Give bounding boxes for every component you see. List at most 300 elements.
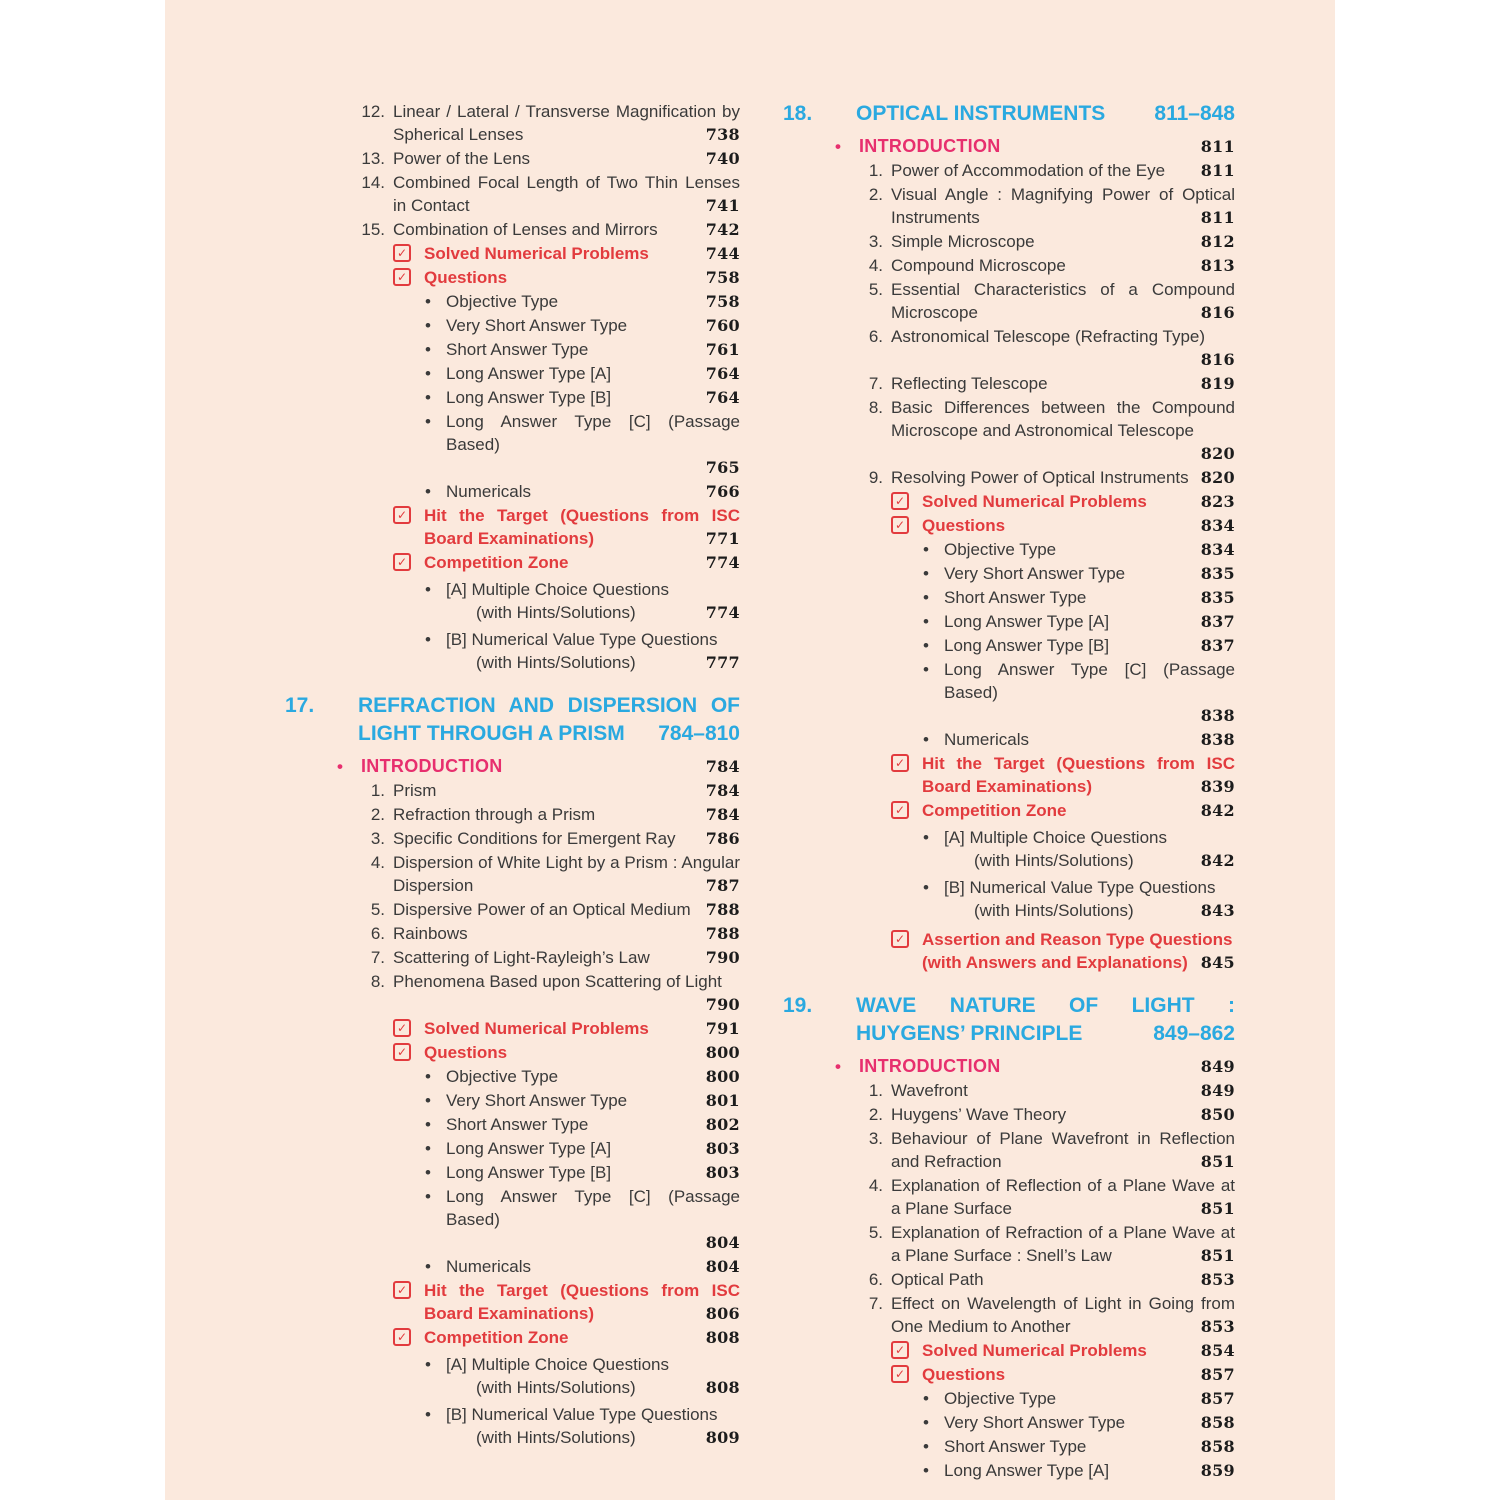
- item-number: 4.: [370, 853, 385, 872]
- bullet-row: [285, 480, 740, 503]
- bullet-body: [944, 1411, 1235, 1434]
- page-number: 766: [705, 482, 740, 501]
- feature-body: [922, 752, 1235, 798]
- toc-item-body: [891, 1174, 1235, 1220]
- bullet-row: [783, 634, 1235, 657]
- feature-body: [922, 1363, 1235, 1386]
- bullet-row: [285, 628, 740, 674]
- feature-row: [783, 799, 1235, 822]
- toc-columns: [165, 0, 1335, 1483]
- page-number: 801: [705, 1091, 740, 1110]
- feature-body: [424, 1279, 740, 1325]
- bullet-row: [285, 1113, 740, 1136]
- introduction-label: INTRODUCTION: [859, 1056, 1001, 1076]
- page-number: 819: [1200, 374, 1235, 393]
- bullet-label: Short Answer Type: [944, 588, 1087, 607]
- toc-item-body: [891, 230, 1235, 253]
- bullet-body: [944, 1387, 1235, 1410]
- bullet-body: [446, 480, 740, 503]
- feature-row: [783, 490, 1235, 513]
- toc-item-body: [891, 325, 1235, 371]
- page-number: 851: [1200, 1199, 1235, 1218]
- bullet-label: Very Short Answer Type: [944, 564, 1126, 583]
- bullet-icon: [425, 1161, 446, 1184]
- page-number-line: [446, 1231, 740, 1254]
- bullet-label-line2: [446, 1426, 740, 1449]
- item-title: Resolving Power of Optical Instruments: [891, 468, 1189, 487]
- item-title: Power of Accommodation of the Eye: [891, 161, 1166, 180]
- bullet-label: [A] Multiple Choice Questions: [446, 1355, 669, 1374]
- bullet-row: [783, 562, 1235, 585]
- toc-item: [285, 171, 740, 217]
- bullet-body: [944, 728, 1235, 751]
- bullet-body: [944, 610, 1235, 633]
- toc-item: [783, 254, 1235, 277]
- bullet-label: Long Answer Type [A]: [446, 1139, 612, 1158]
- page-number: 741: [705, 196, 740, 215]
- feature-row: [783, 1339, 1235, 1362]
- bullet-icon: [835, 135, 859, 158]
- bullet-label-continued: (with Hints/Solutions): [974, 851, 1134, 870]
- item-number: 3.: [868, 1129, 883, 1148]
- bullet-label: Numericals: [446, 482, 532, 501]
- page-number: 834: [1200, 540, 1235, 559]
- page-number: 849: [1200, 1081, 1235, 1100]
- item-title: Linear / Lateral / Transverse Magnification by Spherical Lenses: [393, 102, 740, 144]
- toc-item-body: [393, 922, 740, 945]
- item-number: 12.: [361, 102, 385, 121]
- feature-label: Competition Zone: [424, 553, 569, 572]
- page-number: 837: [1200, 612, 1235, 631]
- bullet-icon: [923, 826, 944, 849]
- toc-item-body: [393, 851, 740, 897]
- bullet-row: [285, 1403, 740, 1449]
- item-number: 9.: [868, 468, 883, 487]
- feature-body: [424, 242, 740, 265]
- bullet-body: [944, 1459, 1235, 1482]
- item-number: 6.: [868, 327, 883, 346]
- toc-item-body: [393, 946, 740, 969]
- feature-row: [783, 1363, 1235, 1386]
- bullet-body: [446, 1089, 740, 1112]
- checked-checkbox-icon: [393, 1019, 411, 1037]
- bullet-body: [446, 410, 740, 479]
- introduction-body: [859, 135, 1235, 158]
- bullet-icon: [425, 314, 446, 337]
- item-title: Effect on Wavelength of Light in Going from One Medium to Another: [891, 1294, 1235, 1336]
- item-number: 5.: [370, 900, 385, 919]
- page-number: 811: [1200, 161, 1235, 180]
- bullet-row: [783, 586, 1235, 609]
- toc-item: [783, 1103, 1235, 1126]
- bullet-icon: [923, 1411, 944, 1434]
- bullet-row: [285, 362, 740, 385]
- toc-item-body: [393, 970, 740, 1016]
- toc-item: [783, 159, 1235, 182]
- toc-item: [783, 1127, 1235, 1173]
- page-number: 791: [705, 1019, 740, 1038]
- bullet-body: [944, 876, 1235, 922]
- bullet-body: [446, 386, 740, 409]
- item-title: Compound Microscope: [891, 256, 1066, 275]
- bullet-body: [944, 538, 1235, 561]
- item-title: Explanation of Refraction of a Plane Wave at a Plane Surface : Snell’s Law: [891, 1223, 1235, 1265]
- bullet-label: Short Answer Type: [446, 1115, 589, 1134]
- page-number: 808: [705, 1378, 740, 1397]
- page-number: 803: [705, 1139, 740, 1158]
- bullet-body: [944, 658, 1235, 727]
- page-number: 842: [1200, 851, 1235, 870]
- page-number: 800: [705, 1043, 740, 1062]
- bullet-icon: [425, 1185, 446, 1208]
- bullet-label: Long Answer Type [C] (Passage Based): [944, 660, 1235, 702]
- page-number: 857: [1200, 1389, 1235, 1408]
- toc-item: [783, 396, 1235, 465]
- bullet-icon: [923, 876, 944, 899]
- item-title: Specific Conditions for Emergent Ray: [393, 829, 676, 848]
- item-number: 7.: [370, 948, 385, 967]
- bullet-body: [944, 1435, 1235, 1458]
- feature-row: [783, 514, 1235, 537]
- page-number: 838: [1200, 706, 1235, 725]
- toc-item-body: [891, 278, 1235, 324]
- bullet-row: [285, 290, 740, 313]
- toc-item: [783, 325, 1235, 371]
- page-number: 811: [1200, 137, 1235, 156]
- page-number: 823: [1200, 492, 1235, 511]
- bullet-icon: [425, 1089, 446, 1112]
- toc-item-body: [891, 1079, 1235, 1102]
- bullet-icon: [425, 628, 446, 651]
- toc-column-2: [783, 100, 1235, 1483]
- bullet-row: [285, 1137, 740, 1160]
- bullet-label: Long Answer Type [A]: [944, 1461, 1110, 1480]
- feature-body: [424, 1041, 740, 1064]
- introduction-row: [285, 755, 740, 778]
- page-number-line: [944, 704, 1235, 727]
- feature-row: [285, 1279, 740, 1325]
- page-number: 777: [705, 653, 740, 672]
- feature-label: Questions: [922, 516, 1006, 535]
- page-number: 839: [1200, 777, 1235, 796]
- checked-checkbox-icon: [891, 801, 909, 819]
- bullet-icon: [923, 728, 944, 751]
- bullet-body: [446, 290, 740, 313]
- item-title: Phenomena Based upon Scattering of Light: [393, 972, 722, 991]
- feature-body: [424, 1326, 740, 1349]
- bullet-label: Very Short Answer Type: [944, 1413, 1126, 1432]
- item-number: 8.: [370, 972, 385, 991]
- bullet-label-continued: (with Hints/Solutions): [476, 1428, 636, 1447]
- item-number: 13.: [361, 149, 385, 168]
- toc-item: [285, 100, 740, 146]
- toc-item-body: [891, 254, 1235, 277]
- feature-body: [424, 1017, 740, 1040]
- checked-checkbox-icon: [891, 1365, 909, 1383]
- bullet-icon: [425, 338, 446, 361]
- toc-item: [783, 230, 1235, 253]
- toc-item: [285, 218, 740, 241]
- toc-item-body: [891, 466, 1235, 489]
- bullet-label: Objective Type: [944, 540, 1057, 559]
- page-number: 806: [705, 1304, 740, 1323]
- bullet-row: [285, 1255, 740, 1278]
- page-number: 850: [1200, 1105, 1235, 1124]
- bullet-label: Short Answer Type: [944, 1437, 1087, 1456]
- bullet-label: Long Answer Type [C] (Passage Based): [446, 412, 740, 454]
- item-number: 3.: [868, 232, 883, 251]
- bullet-body: [944, 562, 1235, 585]
- item-title: Visual Angle : Magnifying Power of Optical Instruments: [891, 185, 1235, 227]
- page-number: 851: [1200, 1246, 1235, 1265]
- checked-checkbox-icon: [891, 1341, 909, 1359]
- page-number: 816: [1200, 350, 1235, 369]
- toc-item-body: [393, 171, 740, 217]
- bullet-body: [446, 1185, 740, 1254]
- bullet-label: Objective Type: [446, 1067, 559, 1086]
- bullet-icon: [923, 1387, 944, 1410]
- toc-item-body: [891, 372, 1235, 395]
- page-number: 837: [1200, 636, 1235, 655]
- page-number: 784: [705, 757, 740, 776]
- bullet-label-continued: (with Hints/Solutions): [974, 901, 1134, 920]
- checked-checkbox-icon: [891, 516, 909, 534]
- bullet-body: [944, 826, 1235, 872]
- bullet-row: [783, 876, 1235, 922]
- feature-label-line2: [922, 951, 1235, 974]
- toc-column-1: [285, 100, 740, 1483]
- toc-item: [783, 1079, 1235, 1102]
- toc-item-body: [891, 1221, 1235, 1267]
- page-number: 843: [1200, 901, 1235, 920]
- page-number: 834: [1200, 516, 1235, 535]
- feature-label: Hit the Target (Questions from ISC Board Examinations): [922, 754, 1235, 796]
- bullet-label-continued: (with Hints/Solutions): [476, 603, 636, 622]
- checked-checkbox-icon: [393, 268, 411, 286]
- feature-row: [285, 242, 740, 265]
- toc-item: [783, 1221, 1235, 1267]
- chapter-title: REFRACTION AND DISPERSION OF LIGHT THROUGH A PRISM: [358, 694, 740, 745]
- bullet-body: [944, 634, 1235, 657]
- toc-item: [285, 827, 740, 850]
- checked-checkbox-icon: [393, 244, 411, 262]
- bullet-row: [285, 1353, 740, 1399]
- feature-label: Competition Zone: [424, 1328, 569, 1347]
- bullet-body: [446, 1353, 740, 1399]
- bullet-label: Long Answer Type [B]: [944, 636, 1110, 655]
- bullet-body: [446, 628, 740, 674]
- bullet-row: [285, 338, 740, 361]
- toc-item-body: [393, 779, 740, 802]
- bullet-row: [285, 314, 740, 337]
- bullet-body: [446, 1137, 740, 1160]
- bullet-label-line2: [944, 899, 1235, 922]
- bullet-body: [446, 362, 740, 385]
- item-title: Dispersion of White Light by a Prism : Angular Dispersion: [393, 853, 740, 895]
- bullet-row: [783, 1459, 1235, 1482]
- page-number: 808: [705, 1328, 740, 1347]
- page-number: 742: [705, 220, 740, 239]
- toc-item: [783, 183, 1235, 229]
- chapter-number: 19.: [783, 994, 813, 1017]
- item-number: 4.: [868, 1176, 883, 1195]
- toc-item-body: [891, 1268, 1235, 1291]
- toc-item-body: [891, 1127, 1235, 1173]
- page-number: 835: [1200, 588, 1235, 607]
- bullet-body: [446, 314, 740, 337]
- toc-item: [783, 372, 1235, 395]
- toc-item: [285, 851, 740, 897]
- toc-item-body: [891, 159, 1235, 182]
- bullet-body: [446, 1113, 740, 1136]
- bullet-label: Numericals: [446, 1257, 532, 1276]
- bullet-row: [285, 578, 740, 624]
- item-number: 6.: [868, 1270, 883, 1289]
- feature-body: [424, 266, 740, 289]
- feature-row: [285, 1041, 740, 1064]
- item-number: 2.: [868, 1105, 883, 1124]
- page-number: 851: [1200, 1152, 1235, 1171]
- page-number: 811: [1200, 208, 1235, 227]
- bullet-icon: [923, 586, 944, 609]
- bullet-label: Very Short Answer Type: [446, 316, 628, 335]
- bullet-icon: [923, 1435, 944, 1458]
- page-number: 849: [1200, 1057, 1235, 1076]
- feature-label: Questions: [922, 1365, 1006, 1384]
- feature-row: [285, 1017, 740, 1040]
- page-number: 738: [705, 125, 740, 144]
- bullet-icon: [425, 1065, 446, 1088]
- feature-row: [783, 752, 1235, 798]
- bullet-row: [285, 1089, 740, 1112]
- toc-item-body: [393, 218, 740, 241]
- bullet-icon: [923, 634, 944, 657]
- checked-checkbox-icon: [393, 1281, 411, 1299]
- page-number: 787: [705, 876, 740, 895]
- item-title: Rainbows: [393, 924, 468, 943]
- toc-item: [285, 946, 740, 969]
- feature-label: Hit the Target (Questions from ISC Board Examinations): [424, 1281, 740, 1323]
- checked-checkbox-icon: [393, 1043, 411, 1061]
- item-title: Scattering of Light-Rayleigh’s Law: [393, 948, 650, 967]
- chapter-number: 18.: [783, 102, 813, 125]
- item-number: 2.: [370, 805, 385, 824]
- item-title: Huygens’ Wave Theory: [891, 1105, 1067, 1124]
- bullet-row: [783, 728, 1235, 751]
- bullet-label: [B] Numerical Value Type Questions: [446, 1405, 718, 1424]
- feature-row: [285, 1326, 740, 1349]
- toc-item-body: [393, 898, 740, 921]
- item-title: Basic Differences between the Compound Microscope and Astronomical Telescope: [891, 398, 1235, 440]
- page-number: 859: [1200, 1461, 1235, 1480]
- bullet-row: [783, 1411, 1235, 1434]
- bullet-label: [A] Multiple Choice Questions: [944, 828, 1167, 847]
- toc-item-body: [393, 827, 740, 850]
- bullet-icon: [425, 1113, 446, 1136]
- checked-checkbox-icon: [891, 754, 909, 772]
- item-title: Combination of Lenses and Mirrors: [393, 220, 658, 239]
- bullet-icon: [923, 1459, 944, 1482]
- page-number: 761: [705, 340, 740, 359]
- page-number: 771: [705, 529, 740, 548]
- bullet-icon: [923, 658, 944, 681]
- feature-body: [922, 514, 1235, 537]
- bullet-label: Numericals: [944, 730, 1030, 749]
- page-number: 774: [705, 553, 740, 572]
- item-title: Behaviour of Plane Wavefront in Reflection and Refraction: [891, 1129, 1235, 1171]
- item-number: 15.: [361, 220, 385, 239]
- bullet-label-line2: [944, 849, 1235, 872]
- bullet-icon: [425, 290, 446, 313]
- toc-item-body: [393, 803, 740, 826]
- toc-item: [285, 898, 740, 921]
- page-number: 744: [705, 244, 740, 263]
- chapter-title: WAVE NATURE OF LIGHT : HUYGENS’ PRINCIPLE: [856, 994, 1235, 1045]
- page-number: 857: [1200, 1365, 1235, 1384]
- chapter-number: 17.: [285, 694, 315, 717]
- page-number: 760: [705, 316, 740, 335]
- page-number: 804: [705, 1233, 740, 1252]
- introduction-label: INTRODUCTION: [361, 756, 503, 776]
- bullet-icon: [425, 1137, 446, 1160]
- feature-row: [285, 266, 740, 289]
- page-number: 784: [705, 805, 740, 824]
- feature-body: [922, 799, 1235, 822]
- item-title: Refraction through a Prism: [393, 805, 596, 824]
- bullet-label: Long Answer Type [A]: [446, 364, 612, 383]
- chapter-page-range: 784–810: [658, 722, 740, 745]
- bullet-body: [446, 1161, 740, 1184]
- page-number: 758: [705, 292, 740, 311]
- feature-label-continued: (with Answers and Explanations): [922, 953, 1188, 972]
- bullet-icon: [923, 538, 944, 561]
- page-number: 765: [705, 458, 740, 477]
- page-number: 758: [705, 268, 740, 287]
- page-number: 764: [705, 364, 740, 383]
- page-number: 788: [705, 900, 740, 919]
- bullet-row: [783, 1387, 1235, 1410]
- toc-item: [285, 779, 740, 802]
- bullet-row: [285, 410, 740, 479]
- page-number: 790: [705, 995, 740, 1014]
- page-number-line: [446, 456, 740, 479]
- introduction-row: [783, 135, 1235, 158]
- bullet-icon: [425, 386, 446, 409]
- item-number: 5.: [868, 1223, 883, 1242]
- bullet-row: [285, 386, 740, 409]
- page-number: 786: [705, 829, 740, 848]
- feature-body: [424, 551, 740, 574]
- item-number: 6.: [370, 924, 385, 943]
- feature-row: [285, 504, 740, 550]
- bullet-body: [446, 1403, 740, 1449]
- bullet-label: Long Answer Type [C] (Passage Based): [446, 1187, 740, 1229]
- feature-label: Questions: [424, 1043, 508, 1062]
- checked-checkbox-icon: [891, 492, 909, 510]
- page-number: 854: [1200, 1341, 1235, 1360]
- feature-body: [922, 1339, 1235, 1362]
- bullet-body: [446, 1065, 740, 1088]
- chapter-title-block: [856, 100, 1235, 128]
- chapter-heading: [285, 692, 740, 748]
- item-number: 1.: [370, 781, 385, 800]
- feature-label: Solved Numerical Problems: [424, 1019, 649, 1038]
- checked-checkbox-icon: [393, 1328, 411, 1346]
- toc-item-body: [891, 1292, 1235, 1338]
- bullet-label: Long Answer Type [B]: [446, 1163, 612, 1182]
- bullet-label: Short Answer Type: [446, 340, 589, 359]
- page-number: 774: [705, 603, 740, 622]
